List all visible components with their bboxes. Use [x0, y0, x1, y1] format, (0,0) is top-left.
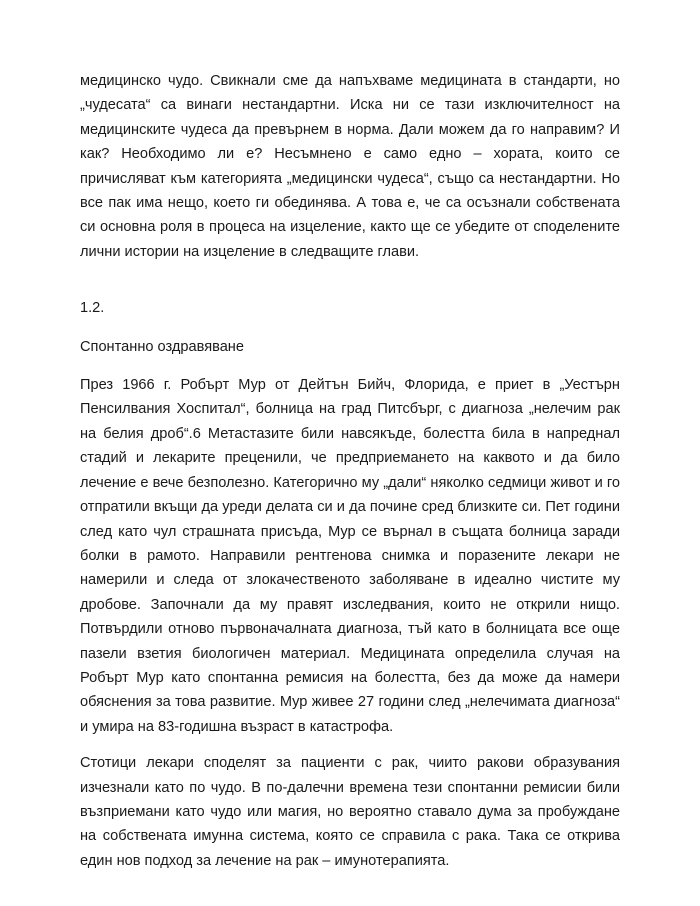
spacer — [80, 321, 620, 335]
spacer — [80, 739, 620, 751]
section-number: 1.2. — [80, 300, 105, 317]
spacer — [80, 359, 620, 373]
intro-paragraph: медицинско чудо. Свикнали сме да напъхваме медицината в стандарти, но „чудесата“ са винаги нестандартни. Иска ни се тази изключителност на медицинските чудеса да превърнем в норма. Дали можем да го направим? И как? Необходимо ли е? Несъмнено е само едно – хората, които се причисляват към категорията „медицински чудеса“, също са нестандартни. Но все пак има нещо, което ги обединява. А това е, че са осъзнали собствената си основна роля в процеса на изцеление, както ще се убедите от споделените лични истории на изцеление в следващите глави. — [80, 73, 620, 260]
spacer — [80, 264, 620, 296]
section-title: Спонтанно оздравяване — [80, 338, 244, 355]
body-paragraph: Стотици лекари споделят за пациенти с рак, чиито ракови образувания изчезнали като по чудо. В по-далечни времена тези спонтанни ремисии били възприемани като чудо или магия, но вероятно ставало дума за пробуждане на собствената имунна система, която се справила с рака. Така се открива един нов подход за лечение на рак – имунотерапията. — [80, 755, 620, 869]
document-page — [80, 69, 620, 873]
body-paragraph: През 1966 г. Робърт Мур от Дейтън Бийч, Флорида, е приет в „Уестърн Пенсилвания Хоспитал“, болница на град Питсбърг, с диагноза „нелечим рак на белия дроб“.6 Метастазите били навсякъде, болестта била в напреднал стадий и лекарите преценили, че предприемането на каквото и да било лечение е вече безполезно. Категорично му „дали“ няколко седмици живот и го отпратили вкъщи да уреди делата си и да почине сред близките си. Пет години след като чул страшната присъда, Мур се върнал в същата болница заради болки в рамото. Направили рентгенова снимка и поразените лекари не намерили и следа от злокачественото заболяване в идеално чистите му дробове. Започнали да му правят изследвания, които не открили нищо. Потвърдили отново първоначалната диагноза, тъй като в болницата все още пазели взетия биологичен материал. Медицината определила случая на Робърт Мур като спонтанна ремисия на болестта, без да може да намери обяснения за това развитие. Мур живее 27 години след „нелечимата диагноза“ и умира на 83-годишна възраст в катастрофа. — [80, 377, 620, 735]
